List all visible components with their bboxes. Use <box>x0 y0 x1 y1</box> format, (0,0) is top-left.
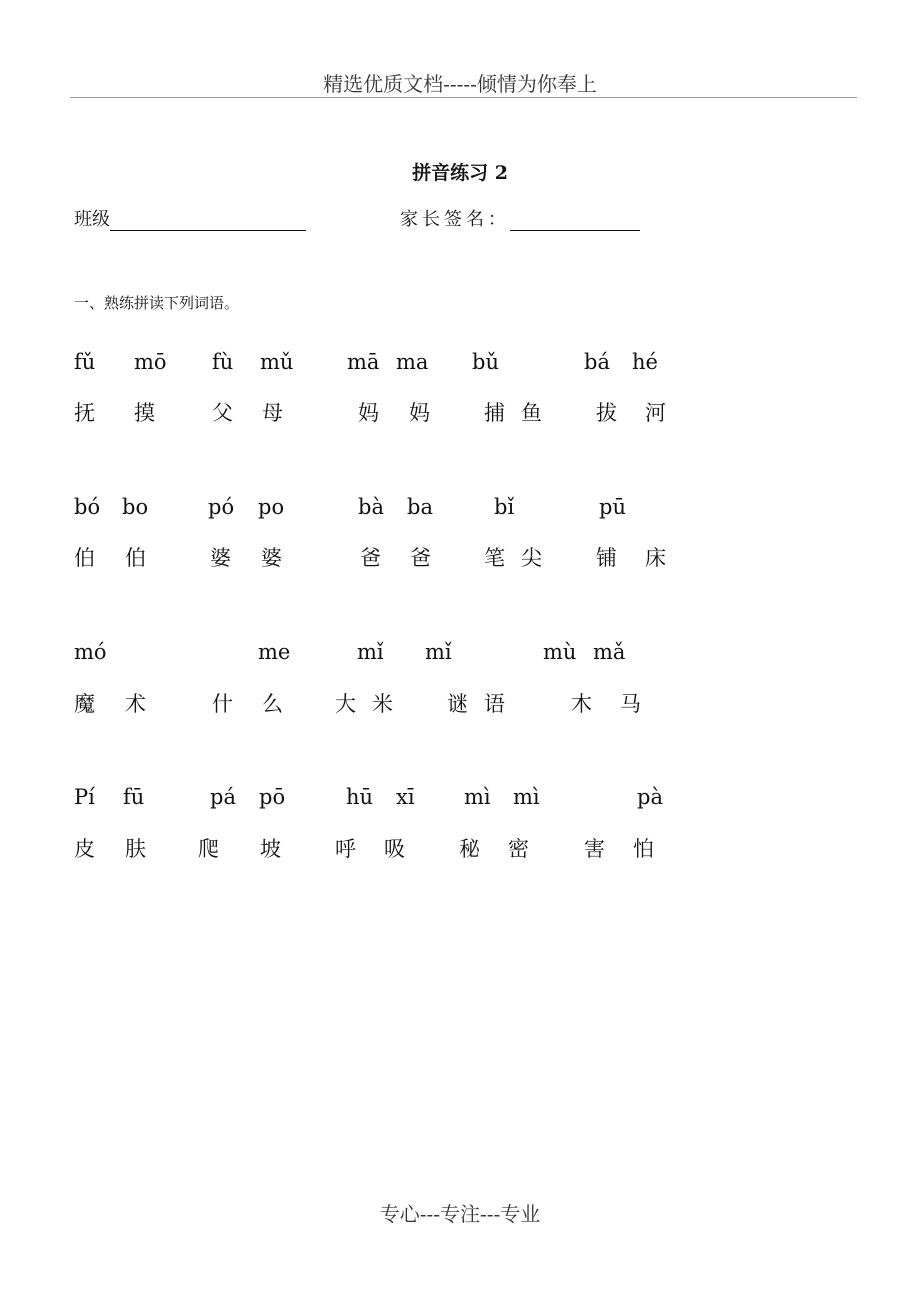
pinyin-syllable: mǔ <box>260 350 294 374</box>
pinyin-syllable: bà <box>358 495 384 519</box>
hanzi-character: 呼 <box>335 837 356 861</box>
pinyin-syllable: hū <box>346 785 374 809</box>
parent-signature-field <box>400 205 640 231</box>
hanzi-character: 米 <box>372 692 393 716</box>
class-field <box>74 205 306 231</box>
hanzi-character: 拔 <box>596 401 617 425</box>
hanzi-character: 魔 <box>74 692 95 716</box>
pinyin-syllable: mǐ <box>357 640 384 664</box>
class-label: 班级 <box>74 209 110 230</box>
hanzi-character: 抚 <box>74 401 95 425</box>
hanzi-character: 妈 <box>358 401 379 425</box>
pinyin-syllable: fū <box>123 785 145 809</box>
pinyin-syllable: mì <box>513 785 540 809</box>
hanzi-row-1 <box>0 397 920 427</box>
hanzi-character: 大 <box>335 692 356 716</box>
hanzi-character: 皮 <box>74 837 95 861</box>
hanzi-row-2 <box>0 542 920 572</box>
hanzi-character: 什 <box>212 692 233 716</box>
hanzi-character: 伯 <box>74 546 95 570</box>
hanzi-character: 马 <box>620 692 641 716</box>
pinyin-syllable: ba <box>407 495 433 519</box>
hanzi-character: 母 <box>262 401 283 425</box>
hanzi-character: 摸 <box>134 401 155 425</box>
hanzi-character: 床 <box>645 546 666 570</box>
hanzi-character: 铺 <box>596 546 617 570</box>
page-footer: 专心---专注---专业 <box>379 1202 541 1226</box>
pinyin-syllable: mì <box>464 785 491 809</box>
hanzi-character: 谜 <box>447 692 468 716</box>
pinyin-row-2 <box>0 495 920 525</box>
pinyin-syllable: ma <box>396 350 429 374</box>
pinyin-syllable: bǔ <box>472 350 499 374</box>
pinyin-syllable: Pí <box>74 785 95 809</box>
hanzi-character: 妈 <box>409 401 430 425</box>
hanzi-row-4 <box>0 833 920 863</box>
hanzi-character: 密 <box>508 837 529 861</box>
header-divider <box>70 97 857 98</box>
section-heading: 一、熟练拼读下列词语。 <box>74 294 240 312</box>
pinyin-syllable: mǎ <box>593 640 626 664</box>
class-blank-line <box>110 208 306 231</box>
pinyin-row-1 <box>0 350 920 380</box>
hanzi-character: 爸 <box>360 546 381 570</box>
pinyin-syllable: fù <box>212 350 234 374</box>
pinyin-syllable: mù <box>543 640 577 664</box>
hanzi-character: 捕 <box>484 401 505 425</box>
pinyin-syllable: hé <box>632 350 658 374</box>
pinyin-syllable: mā <box>347 350 380 374</box>
pinyin-syllable: pū <box>599 495 626 519</box>
pinyin-syllable: pà <box>637 785 663 809</box>
pinyin-syllable: bá <box>584 350 610 374</box>
pinyin-syllable: bǐ <box>494 495 515 519</box>
hanzi-character: 坡 <box>260 837 281 861</box>
parent-signature-label: 家长签名： <box>400 209 510 230</box>
hanzi-character: 害 <box>584 837 605 861</box>
hanzi-character: 尖 <box>521 546 542 570</box>
hanzi-character: 么 <box>262 692 283 716</box>
hanzi-character: 语 <box>484 692 505 716</box>
pinyin-syllable: me <box>258 640 291 664</box>
hanzi-character: 河 <box>645 401 666 425</box>
page-header: 精选优质文档-----倾情为你奉上 <box>323 72 597 96</box>
pinyin-syllable: mō <box>134 350 167 374</box>
hanzi-character: 吸 <box>384 837 405 861</box>
hanzi-character: 肤 <box>125 837 146 861</box>
hanzi-character: 术 <box>125 692 146 716</box>
hanzi-row-3 <box>0 688 920 718</box>
pinyin-syllable: pá <box>210 785 236 809</box>
pinyin-syllable: mó <box>74 640 107 664</box>
pinyin-syllable: mǐ <box>425 640 452 664</box>
pinyin-syllable: po <box>258 495 285 519</box>
pinyin-syllable: xī <box>396 785 415 809</box>
pinyin-syllable: pō <box>259 785 286 809</box>
pinyin-syllable: bo <box>122 495 149 519</box>
pinyin-row-3 <box>0 640 920 670</box>
pinyin-row-4 <box>0 785 920 815</box>
hanzi-character: 木 <box>571 692 592 716</box>
hanzi-character: 婆 <box>261 546 282 570</box>
hanzi-character: 父 <box>212 401 233 425</box>
pinyin-syllable: fǔ <box>74 350 96 374</box>
parent-signature-blank-line <box>510 208 640 231</box>
hanzi-character: 笔 <box>484 546 505 570</box>
hanzi-character: 婆 <box>210 546 231 570</box>
pinyin-syllable: pó <box>208 495 235 519</box>
hanzi-character: 秘 <box>459 837 480 861</box>
worksheet-title: 拼音练习 2 <box>412 162 508 184</box>
hanzi-character: 爬 <box>198 837 219 861</box>
pinyin-syllable: bó <box>74 495 101 519</box>
hanzi-character: 怕 <box>633 837 654 861</box>
hanzi-character: 鱼 <box>521 401 542 425</box>
hanzi-character: 伯 <box>125 546 146 570</box>
hanzi-character: 爸 <box>410 546 431 570</box>
